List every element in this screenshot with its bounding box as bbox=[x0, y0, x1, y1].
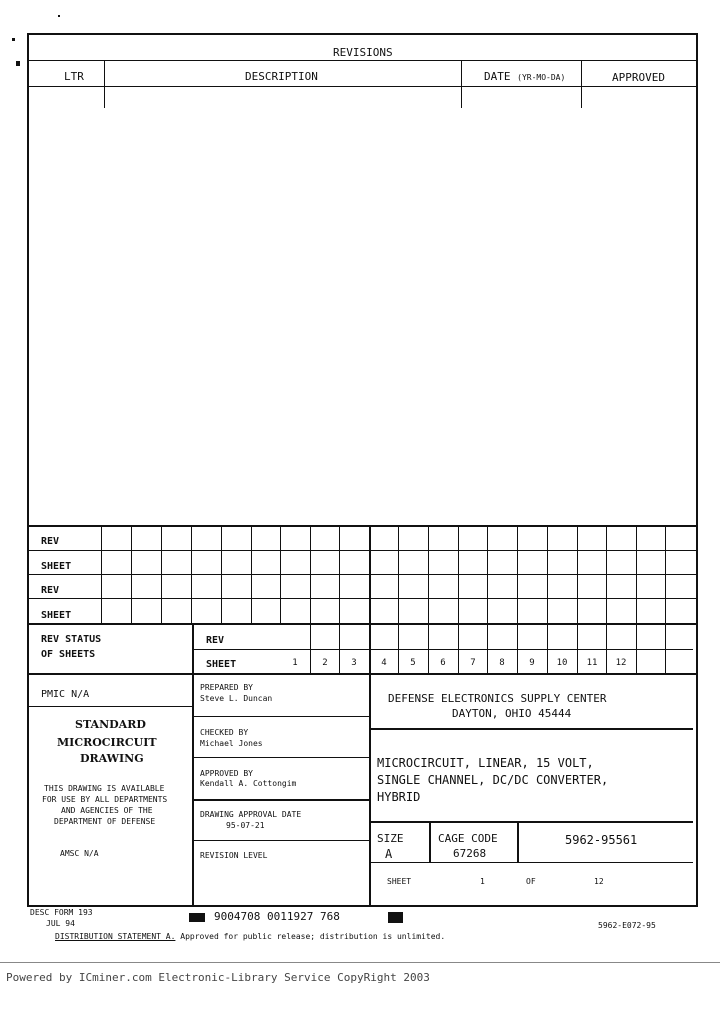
drawing-number: 5962-95561 bbox=[565, 833, 638, 847]
grid-col-line bbox=[221, 525, 222, 623]
standard-line-1: STANDARD bbox=[75, 718, 146, 731]
grid-row-sheet-1: SHEET bbox=[41, 561, 72, 572]
revisions-col-date bbox=[484, 71, 565, 83]
grid-col-line bbox=[280, 525, 281, 623]
checked-label: CHECKED BY bbox=[200, 728, 249, 737]
pmic-divider bbox=[28, 706, 193, 707]
form-number: DESC FORM 193 bbox=[30, 908, 93, 917]
date-format: (YR-MO-DA) bbox=[517, 73, 566, 82]
agency-divider bbox=[370, 728, 693, 730]
size-cage-sep bbox=[429, 821, 431, 862]
grid-status-sep bbox=[192, 623, 194, 673]
grid-col-line bbox=[428, 525, 429, 673]
status-sheet-label: SHEET bbox=[206, 659, 237, 670]
sheet-number-cell: 10 bbox=[556, 658, 568, 668]
title-line-1: MICROCIRCUIT, LINEAR, 15 VOLT, bbox=[377, 756, 594, 770]
distribution-statement bbox=[55, 932, 445, 942]
distribution-text: Approved for public release; distribution is unlimited. bbox=[180, 932, 446, 941]
sheet-number: 1 bbox=[480, 877, 485, 886]
title-divider bbox=[370, 821, 693, 823]
revisions-col-sep-2 bbox=[461, 60, 462, 108]
cage-label: CAGE CODE bbox=[438, 832, 498, 845]
grid-col-line bbox=[339, 525, 340, 673]
sheet-number-cell: 9 bbox=[529, 658, 535, 668]
available-line-2: FOR USE BY ALL DEPARTMENTS bbox=[42, 795, 168, 804]
grid-col-line bbox=[251, 525, 252, 623]
grid-col-line bbox=[131, 525, 132, 623]
available-line-4: DEPARTMENT OF DEFENSE bbox=[54, 817, 156, 826]
title-line-2: SINGLE CHANNEL, DC/DC CONVERTER, bbox=[377, 773, 609, 787]
of-sheets-label: OF SHEETS bbox=[41, 649, 96, 660]
grid-col-line bbox=[191, 525, 192, 623]
grid-col-line bbox=[458, 525, 459, 673]
standard-line-2: MICROCIRCUIT bbox=[57, 736, 157, 749]
grid-row-sheet-2: SHEET bbox=[41, 610, 72, 621]
sheet-number-cell: 12 bbox=[615, 658, 627, 668]
scan-speck bbox=[58, 15, 60, 17]
available-line-1: THIS DRAWING IS AVAILABLE bbox=[44, 784, 165, 793]
approval-date: 95-07-21 bbox=[226, 821, 265, 830]
sheet-number-cell: 2 bbox=[322, 658, 328, 668]
grid-line-1 bbox=[28, 550, 697, 551]
grid-col-line bbox=[577, 525, 578, 673]
scan-speck bbox=[12, 38, 15, 41]
sheet-label: SHEET bbox=[387, 877, 412, 886]
grid-col-line bbox=[487, 525, 488, 673]
prepared-divider bbox=[193, 716, 369, 717]
sheet-of-label: OF bbox=[526, 877, 536, 886]
grid-label-sep bbox=[101, 525, 102, 623]
grid-line-2 bbox=[28, 574, 697, 575]
grid-col-line bbox=[606, 525, 607, 673]
grid-line-5 bbox=[193, 649, 693, 650]
sheet-number-cell: 8 bbox=[499, 658, 505, 668]
grid-row-rev-2: REV bbox=[41, 585, 60, 596]
footer-rule bbox=[0, 962, 720, 963]
grid-col-line bbox=[517, 525, 518, 673]
doc-code: 5962-E072-95 bbox=[598, 921, 656, 930]
grid-bottom bbox=[28, 673, 697, 675]
sheet-number-cell: 4 bbox=[381, 658, 387, 668]
revisions-divider bbox=[28, 60, 697, 61]
signoff-sep bbox=[369, 673, 371, 906]
title-line-3: HYBRID bbox=[377, 790, 421, 804]
grid-col-line bbox=[369, 525, 371, 673]
sheet-number-cell: 5 bbox=[410, 658, 416, 668]
left-block-sep bbox=[192, 673, 194, 906]
approved-label: APPROVED BY bbox=[200, 769, 253, 778]
date-label: DATE bbox=[484, 70, 511, 83]
distribution-label: DISTRIBUTION STATEMENT A. bbox=[55, 932, 176, 941]
revisions-header-bottom bbox=[28, 86, 697, 87]
sheet-number-cell: 7 bbox=[470, 658, 476, 668]
revisions-col-sep-3 bbox=[581, 60, 582, 108]
grid-line-4 bbox=[28, 623, 697, 625]
pmic-label: PMIC N/A bbox=[41, 689, 90, 700]
status-rev-label: REV bbox=[206, 635, 225, 646]
scan-speck bbox=[16, 61, 20, 66]
grid-col-line bbox=[665, 525, 666, 673]
available-line-3: AND AGENCIES OF THE bbox=[61, 806, 153, 815]
sheet-number-cell: 11 bbox=[586, 658, 598, 668]
size-value: A bbox=[385, 847, 393, 861]
size-divider bbox=[370, 862, 693, 863]
barcode-text: 9004708 0011927 768 bbox=[214, 910, 340, 923]
approval-date-label: DRAWING APPROVAL DATE bbox=[200, 810, 302, 819]
revisions-col-description: DESCRIPTION bbox=[245, 70, 318, 83]
sheet-number-cell: 6 bbox=[440, 658, 446, 668]
grid-col-line bbox=[310, 525, 311, 673]
revisions-col-approved: APPROVED bbox=[612, 71, 665, 84]
grid-col-line bbox=[398, 525, 399, 673]
agency-name: DEFENSE ELECTRONICS SUPPLY CENTER bbox=[388, 692, 607, 705]
grid-col-line bbox=[547, 525, 548, 673]
revisions-title: REVISIONS bbox=[333, 46, 393, 59]
rev-status-label: REV STATUS bbox=[41, 634, 102, 645]
standard-line-3: DRAWING bbox=[80, 752, 144, 765]
grid-top bbox=[28, 525, 697, 527]
approved-divider bbox=[193, 799, 369, 801]
grid-col-line bbox=[161, 525, 162, 623]
powered-by: Powered by ICminer.com Electronic-Library Service CopyRight 2003 bbox=[6, 971, 430, 984]
barcode-marker-left bbox=[189, 913, 205, 922]
revisions-col-ltr: LTR bbox=[64, 70, 84, 83]
size-label: SIZE bbox=[377, 832, 404, 845]
sheet-total: 12 bbox=[594, 877, 604, 886]
checked-name: Michael Jones bbox=[200, 739, 263, 748]
approved-name: Kendall A. Cottongim bbox=[200, 779, 297, 788]
agency-location: DAYTON, OHIO 45444 bbox=[452, 707, 572, 720]
cage-dwg-sep bbox=[517, 821, 519, 862]
cage-value: 67268 bbox=[453, 847, 487, 860]
sheet-number-cell: 1 bbox=[292, 658, 298, 668]
prepared-label: PREPARED BY bbox=[200, 683, 253, 692]
checked-divider bbox=[193, 757, 369, 758]
date-divider bbox=[193, 840, 369, 841]
barcode-marker-right bbox=[388, 912, 403, 923]
revisions-col-sep-1 bbox=[104, 60, 105, 108]
grid-row-rev-1: REV bbox=[41, 536, 60, 547]
form-date: JUL 94 bbox=[46, 919, 75, 928]
amsc-label: AMSC N/A bbox=[60, 849, 99, 858]
grid-line-3 bbox=[28, 598, 697, 599]
sheet-number-cell: 3 bbox=[351, 658, 357, 668]
revision-level-label: REVISION LEVEL bbox=[200, 851, 268, 860]
prepared-name: Steve L. Duncan bbox=[200, 694, 273, 703]
grid-col-line bbox=[636, 525, 637, 673]
